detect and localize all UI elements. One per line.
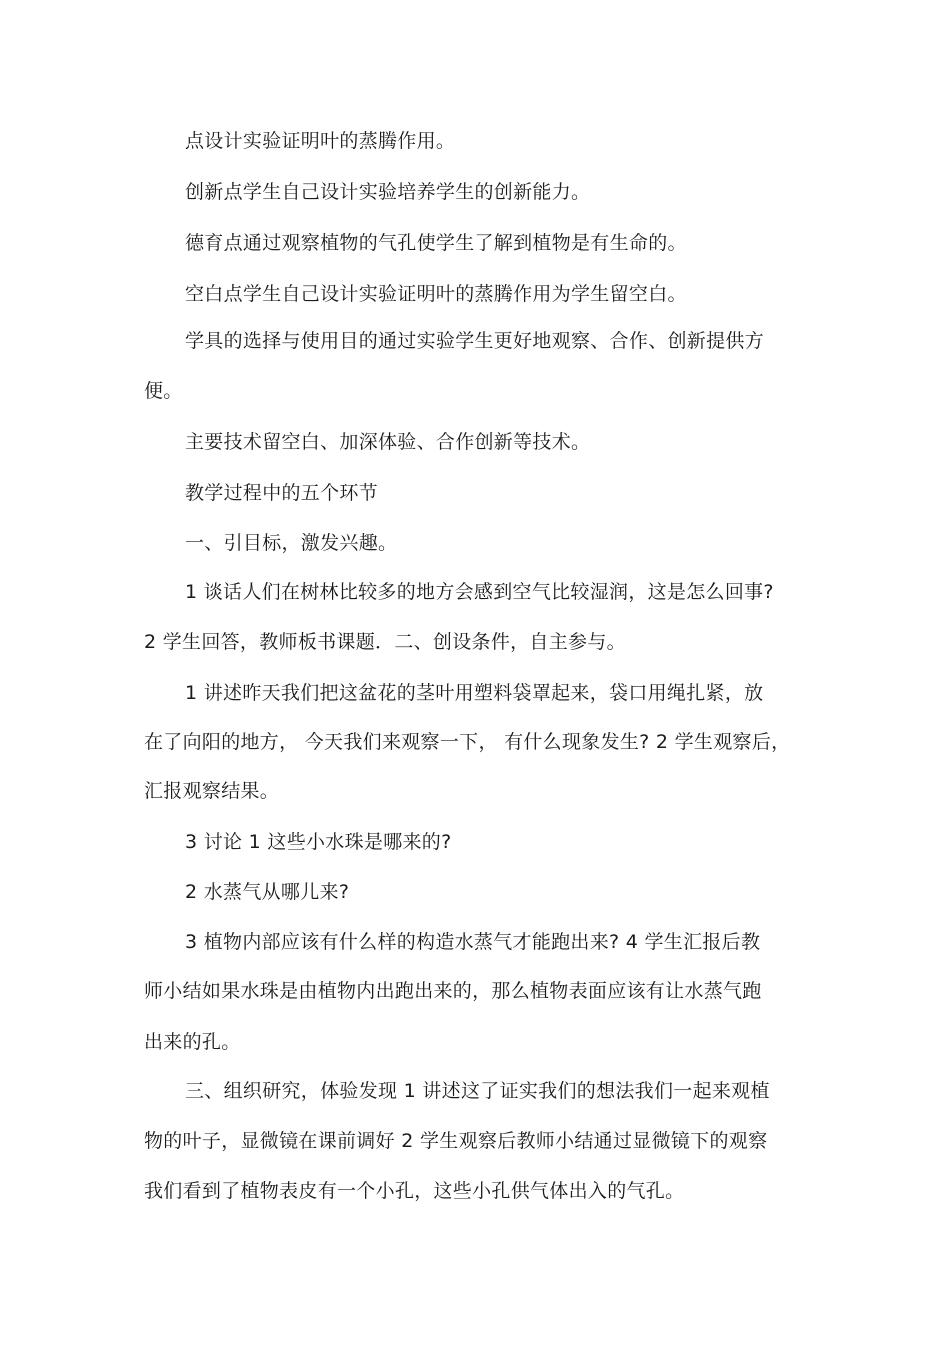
text-line-5: 学具的选择与使用目的通过实验学生更好地观察、合作、创新提供方 — [185, 330, 765, 352]
text-line-15: 3 讨论 1 这些小水珠是哪来的? — [185, 831, 452, 853]
text-line-17: 3 植物内部应该有什么样的构造水蒸气才能跑出来? 4 学生汇报后教 — [185, 931, 761, 953]
text-line-22: 我们看到了植物表皮有一个小孔，这些小孔供气体出入的气孔。 — [144, 1180, 685, 1202]
text-line-4: 空白点学生自己设计实验证明叶的蒸腾作用为学生留空白。 — [185, 283, 687, 305]
text-line-18: 师小结如果水珠是由植物内出跑出来的，那么植物表面应该有让水蒸气跑 — [144, 980, 762, 1002]
text-line-14: 汇报观察结果。 — [144, 780, 280, 802]
text-line-9: 一、引目标，激发兴趣。 — [185, 532, 398, 554]
text-line-16: 2 水蒸气从哪儿来? — [185, 881, 350, 903]
text-line-3: 德育点通过观察植物的气孔使学生了解到植物是有生命的。 — [185, 232, 687, 254]
text-line-11: 2 学生回答，教师板书课题．二、创设条件，自主参与。 — [144, 631, 626, 653]
text-line-19: 出来的孔。 — [144, 1031, 241, 1053]
text-line-2: 创新点学生自己设计实验培养学生的创新能力。 — [185, 181, 591, 203]
text-line-21: 物的叶子，显微镜在课前调好 2 学生观察后教师小结通过显微镜下的观察 — [144, 1130, 768, 1152]
text-line-7: 主要技术留空白、加深体验、合作创新等技术。 — [185, 431, 591, 453]
text-line-6: 便。 — [144, 380, 183, 402]
text-line-12: 1 讲述昨天我们把这盆花的茎叶用塑料袋罩起来，袋口用绳扎紧，放 — [185, 682, 764, 704]
text-line-20: 三、组织研究，体验发现 1 讲述这了证实我们的想法我们一起来观植 — [185, 1080, 770, 1102]
text-line-13: 在了向阳的地方， 今天我们来观察一下， 有什么现象发生? 2 学生观察后， — [144, 731, 791, 753]
text-line-1: 点设计实验证明叶的蒸腾作用。 — [185, 130, 456, 152]
text-line-10: 1 谈话人们在树林比较多的地方会感到空气比较湿润，这是怎么回事? — [185, 581, 774, 603]
text-line-8: 教学过程中的五个环节 — [185, 482, 379, 504]
